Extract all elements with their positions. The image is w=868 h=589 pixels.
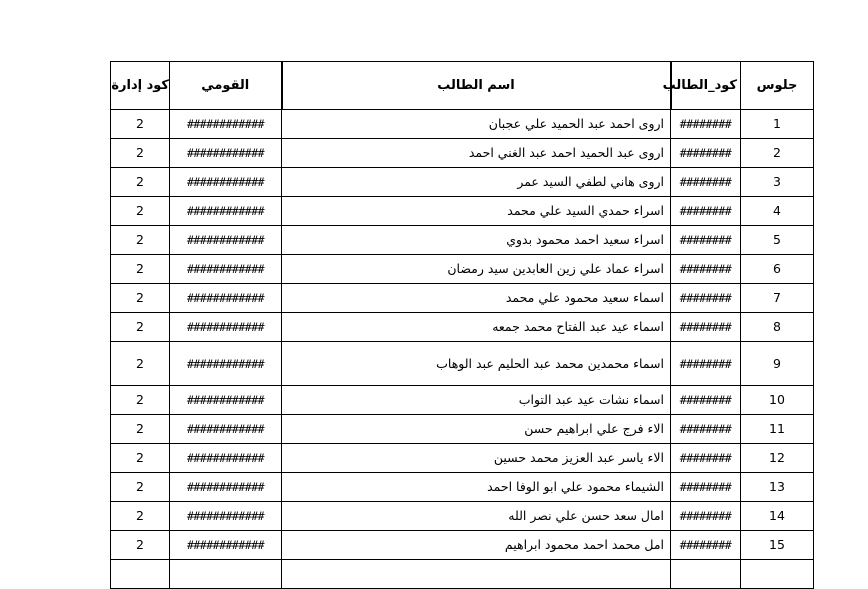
- cell-student-code[interactable]: ########: [671, 139, 741, 168]
- cell-student-name[interactable]: اسراء سعيد احمد محمود بدوي: [282, 226, 671, 255]
- cell-admin-code[interactable]: 2: [111, 444, 170, 473]
- table-row: [111, 313, 814, 342]
- cell-seat[interactable]: 14: [741, 502, 814, 531]
- cell-admin-code[interactable]: 2: [111, 284, 170, 313]
- header-student-name[interactable]: اسم الطالب: [282, 62, 671, 110]
- cell-admin-code[interactable]: 2: [111, 226, 170, 255]
- table-row: [111, 473, 814, 502]
- table-row: [111, 197, 814, 226]
- table-row: [111, 342, 814, 386]
- cell-student-code[interactable]: ########: [671, 444, 741, 473]
- cell-national-id[interactable]: ############: [170, 386, 282, 415]
- header-row: [111, 62, 814, 110]
- table-body: [111, 110, 814, 589]
- cell-admin-code[interactable]: 2: [111, 110, 170, 139]
- cell-student-name[interactable]: اروى هاني لطفي السيد عمر: [282, 168, 671, 197]
- cell-seat[interactable]: 7: [741, 284, 814, 313]
- student-table-container: [110, 61, 813, 589]
- cell-national-id[interactable]: ############: [170, 473, 282, 502]
- header-student-code[interactable]: كود_الطالب: [671, 62, 741, 110]
- cell-seat[interactable]: 9: [741, 342, 814, 386]
- cell-admin-code[interactable]: 2: [111, 255, 170, 284]
- cell-national-id[interactable]: ############: [170, 226, 282, 255]
- cell-student-code[interactable]: ########: [671, 284, 741, 313]
- cell-student-code[interactable]: ########: [671, 110, 741, 139]
- cell-student-name[interactable]: اروى احمد عبد الحميد علي عجبان: [282, 110, 671, 139]
- cell-national-id[interactable]: ############: [170, 168, 282, 197]
- cell-admin-code[interactable]: 2: [111, 502, 170, 531]
- cell-student-code[interactable]: ########: [671, 386, 741, 415]
- cell-admin-code[interactable]: 2: [111, 386, 170, 415]
- cell-student-code[interactable]: ########: [671, 226, 741, 255]
- cell-national-id[interactable]: ############: [170, 197, 282, 226]
- cell-student-name[interactable]: امال سعد حسن علي نصر الله: [282, 502, 671, 531]
- cell-student-name[interactable]: الشيماء محمود علي ابو الوفا احمد: [282, 473, 671, 502]
- cell-admin-code[interactable]: 2: [111, 168, 170, 197]
- cell-seat[interactable]: 8: [741, 313, 814, 342]
- cell-national-id[interactable]: ############: [170, 342, 282, 386]
- cell-admin-code[interactable]: 2: [111, 531, 170, 560]
- cell-student-name[interactable]: اسراء عماد علي زين العابدين سيد رمضان: [282, 255, 671, 284]
- cell-seat[interactable]: 1: [741, 110, 814, 139]
- header-admin-code[interactable]: كود إدارة: [111, 62, 170, 110]
- cell-national-id[interactable]: ############: [170, 255, 282, 284]
- cell-seat[interactable]: 10: [741, 386, 814, 415]
- table-row: [111, 502, 814, 531]
- cell-admin-code[interactable]: 2: [111, 342, 170, 386]
- cell-seat[interactable]: 12: [741, 444, 814, 473]
- cell-student-code[interactable]: ########: [671, 415, 741, 444]
- table-row: [111, 255, 814, 284]
- table-row: [111, 531, 814, 560]
- cell-student-code[interactable]: ########: [671, 197, 741, 226]
- cell-student-name[interactable]: اسماء سعيد محمود علي محمد: [282, 284, 671, 313]
- cell-national-id[interactable]: ############: [170, 313, 282, 342]
- cell-student-name[interactable]: الاء فرج علي ابراهيم حسن: [282, 415, 671, 444]
- cell-admin-code[interactable]: 2: [111, 415, 170, 444]
- cell-student-name[interactable]: اسماء محمدين محمد عبد الحليم عبد الوهاب: [282, 342, 671, 386]
- cell-student-name[interactable]: اروى عبد الحميد احمد عبد الغني احمد: [282, 139, 671, 168]
- cell-admin-code[interactable]: 2: [111, 197, 170, 226]
- table-row: [111, 415, 814, 444]
- header-seat[interactable]: جلوس: [741, 62, 814, 110]
- cell-national-id[interactable]: ############: [170, 139, 282, 168]
- cell-student-code[interactable]: ########: [671, 531, 741, 560]
- cell-national-id[interactable]: ############: [170, 444, 282, 473]
- table-row: [111, 284, 814, 313]
- cell-seat[interactable]: 2: [741, 139, 814, 168]
- cell-student-name[interactable]: اسماء نشات عيد عبد التواب: [282, 386, 671, 415]
- cell-student-code[interactable]: [671, 560, 741, 589]
- cell-seat[interactable]: 11: [741, 415, 814, 444]
- cell-student-code[interactable]: ########: [671, 502, 741, 531]
- cell-national-id[interactable]: ############: [170, 110, 282, 139]
- table-row: [111, 110, 814, 139]
- cell-seat[interactable]: 6: [741, 255, 814, 284]
- cell-national-id[interactable]: ############: [170, 415, 282, 444]
- cell-national-id[interactable]: ############: [170, 284, 282, 313]
- cell-national-id[interactable]: ############: [170, 502, 282, 531]
- table-row: [111, 139, 814, 168]
- cell-student-code[interactable]: ########: [671, 255, 741, 284]
- cell-student-name[interactable]: [282, 560, 671, 589]
- cell-student-code[interactable]: ########: [671, 473, 741, 502]
- cell-student-name[interactable]: اسراء حمدي السيد علي محمد: [282, 197, 671, 226]
- cell-seat[interactable]: 13: [741, 473, 814, 502]
- cell-student-name[interactable]: امل محمد احمد محمود ابراهيم: [282, 531, 671, 560]
- cell-student-code[interactable]: ########: [671, 313, 741, 342]
- cell-student-code[interactable]: ########: [671, 168, 741, 197]
- cell-admin-code[interactable]: [111, 560, 170, 589]
- student-table: [110, 61, 814, 589]
- cell-national-id[interactable]: ############: [170, 531, 282, 560]
- cell-seat[interactable]: 4: [741, 197, 814, 226]
- cell-student-code[interactable]: ########: [671, 342, 741, 386]
- cell-seat[interactable]: 3: [741, 168, 814, 197]
- cell-admin-code[interactable]: 2: [111, 313, 170, 342]
- table-row: [111, 168, 814, 197]
- table-row: [111, 444, 814, 473]
- cell-student-name[interactable]: اسماء عيد عبد الفتاح محمد جمعه: [282, 313, 671, 342]
- cell-admin-code[interactable]: 2: [111, 139, 170, 168]
- header-national-id[interactable]: القومي: [170, 62, 282, 110]
- cell-national-id[interactable]: [170, 560, 282, 589]
- table-row: [111, 560, 814, 589]
- cell-seat[interactable]: 5: [741, 226, 814, 255]
- table-row: [111, 386, 814, 415]
- cell-seat[interactable]: [741, 560, 814, 589]
- cell-seat[interactable]: 15: [741, 531, 814, 560]
- cell-student-name[interactable]: الاء ياسر عبد العزيز محمد حسين: [282, 444, 671, 473]
- cell-admin-code[interactable]: 2: [111, 473, 170, 502]
- table-row: [111, 226, 814, 255]
